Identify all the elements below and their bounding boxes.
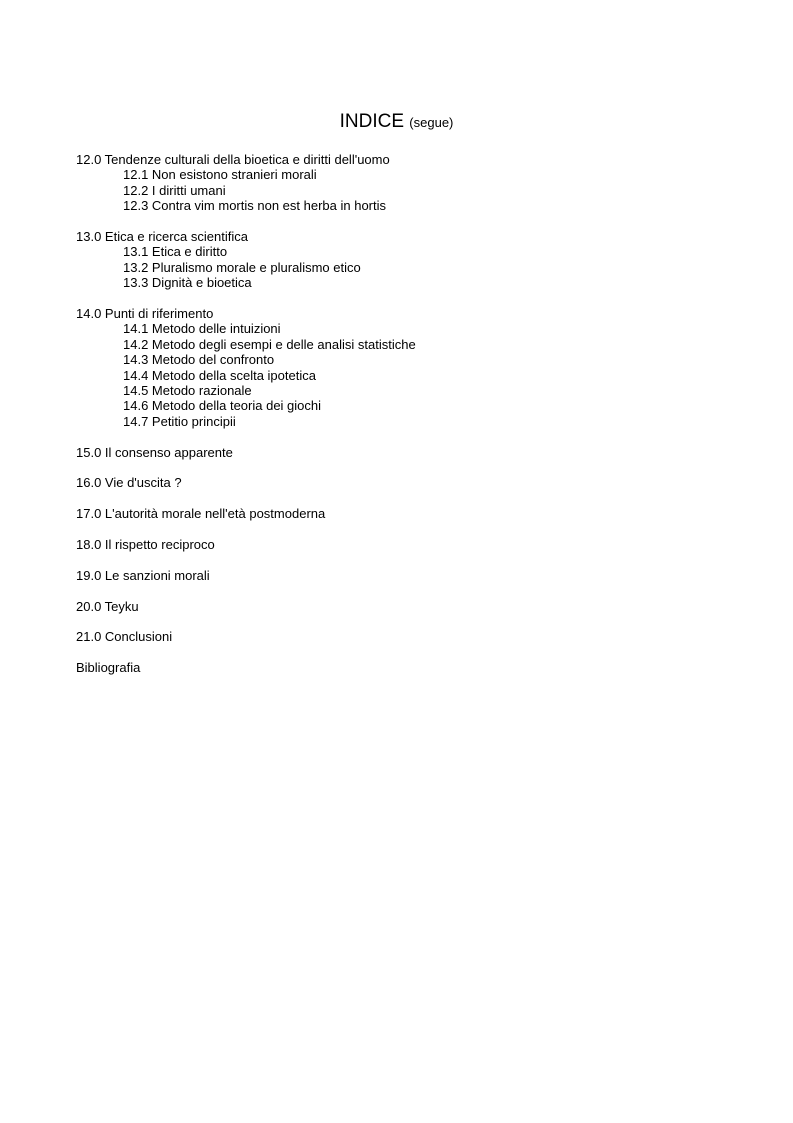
toc-subentry: 12.3 Contra vim mortis non est herba in hortis xyxy=(123,198,387,214)
table-of-contents xyxy=(76,152,716,691)
toc-section-20 xyxy=(76,599,716,614)
toc-section-16 xyxy=(76,475,716,490)
toc-section-12 xyxy=(76,152,716,214)
toc-section-21 xyxy=(76,629,716,644)
toc-section-14 xyxy=(76,306,716,429)
toc-entry: 15.0 Il consenso apparente xyxy=(76,444,233,460)
title-subtitle: (segue) xyxy=(409,115,454,130)
toc-subentry: 14.6 Metodo della teoria dei giochi xyxy=(123,398,322,414)
toc-section-15 xyxy=(76,445,716,460)
toc-section-17 xyxy=(76,506,716,521)
toc-entry: 18.0 Il rispetto reciproco xyxy=(76,537,215,553)
toc-entry: 19.0 Le sanzioni morali xyxy=(76,567,210,583)
toc-subentry: 13.2 Pluralismo morale e pluralismo etico xyxy=(123,259,361,275)
toc-subentry: 14.5 Metodo razionale xyxy=(123,383,252,399)
toc-entry: Bibliografia xyxy=(76,660,141,676)
title-main: INDICE xyxy=(339,111,405,132)
toc-subentry: 14.4 Metodo della scelta ipotetica xyxy=(123,367,316,383)
toc-subentry: 14.3 Metodo del confronto xyxy=(123,352,275,368)
page-title xyxy=(0,110,793,135)
toc-entry: 17.0 L'autorità morale nell'età postmoderna xyxy=(76,506,326,522)
toc-entry: 21.0 Conclusioni xyxy=(76,629,173,645)
toc-subentry: 12.1 Non esistono stranieri morali xyxy=(123,167,317,183)
toc-section-19 xyxy=(76,568,716,583)
toc-subentry: 12.2 I diritti umani xyxy=(123,182,226,198)
toc-subentry: 14.7 Petitio principii xyxy=(123,413,236,429)
toc-subentry: 13.1 Etica e diritto xyxy=(123,244,228,260)
toc-entry: 14.0 Punti di riferimento xyxy=(76,306,214,322)
toc-subentry: 14.2 Metodo degli esempi e delle analisi statistiche xyxy=(123,336,416,352)
toc-subentry: 13.3 Dignità e bioetica xyxy=(123,275,252,291)
toc-section-18 xyxy=(76,537,716,552)
toc-entry: 16.0 Vie d'uscita ? xyxy=(76,475,182,491)
toc-subentry: 14.1 Metodo delle intuizioni xyxy=(123,321,281,337)
toc-section-13 xyxy=(76,229,716,291)
toc-section-bibliografia xyxy=(76,660,716,675)
toc-entry: 20.0 Teyku xyxy=(76,598,139,614)
toc-entry: 12.0 Tendenze culturali della bioetica e diritti dell'uomo xyxy=(76,152,390,167)
toc-entry: 13.0 Etica e ricerca scientifica xyxy=(76,229,248,245)
